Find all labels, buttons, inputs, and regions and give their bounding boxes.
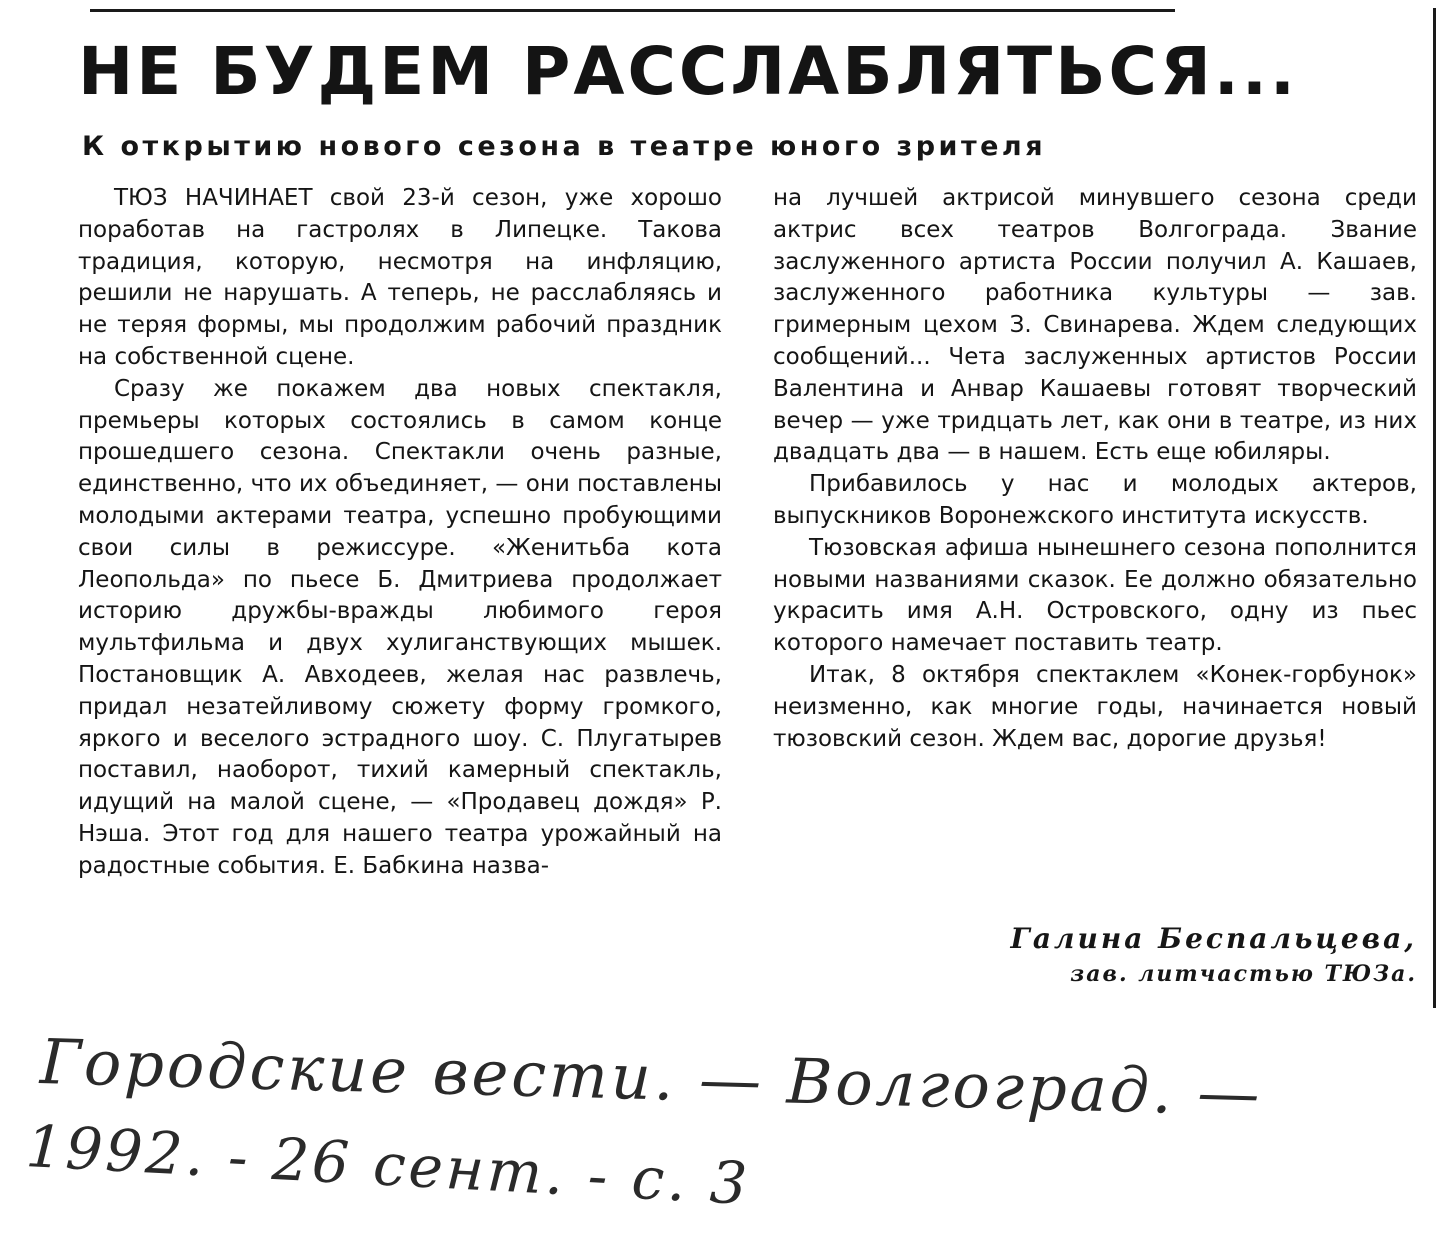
- top-rule: [90, 9, 1175, 12]
- author-name: Галина Беспальцева,: [1010, 922, 1417, 955]
- paragraph: Сразу же покажем два новых спектакля, премьеры которых состоялись в самом конце прошедшего сезона. Спектакли очень разные, единственно, что их объединяет, — они поставлены молодыми актерами театра, успешно пробующими свои силы в режиссуре. «Женитьба кота Леопольда» по пьесе Б. Дмитриева продолжает историю дружбы-вражды любимого героя мультфильма и двух хулиганствующих мышек. Постановщик А. Авходеев, желая нас развлечь, придал незатейливому сюжету форму громкого, яркого и веселого эстрадного шоу. С. Плугатырев поставил, наоборот, тихий камерный спектакль, идущий на малой сцене, — «Продавец дождя» Р. Нэша. Этот год для нашего театра урожайный на радостные события. Е. Бабкина назва-: [78, 375, 722, 879]
- paragraph: Итак, 8 октября спектаклем «Конек-горбунок» неизменно, как многие годы, начинается новый тюзовский сезон. Ждем вас, дорогие друзья!: [773, 661, 1417, 752]
- handwritten-date-note: 1992. - 26 сент. - с. 3: [24, 1112, 752, 1218]
- article-column-left: [78, 183, 722, 883]
- paragraph: на лучшей актрисой минувшего сезона среди актрис всех театров Волгограда. Звание заслуженного артиста России получил А. Кашаев, заслуженного работника культуры — зав. гримерным цехом З. Свинарева. Ждем следующих сообщений... Чета заслуженных артистов России Валентина и Анвар Кашаевы готовят творческий вечер — уже тридцать лет, как они в театре, из них двадцать два — в нашем. Есть еще юбиляры.: [773, 185, 1417, 466]
- right-border-rule: [1433, 8, 1436, 1008]
- article-column-right: [773, 183, 1417, 755]
- paragraph: ТЮЗ НАЧИНАЕТ свой 23-й сезон, уже хорошо поработав на гастролях в Липецке. Такова традиция, которую, несмотря на инфляцию, решили не нарушать. А теперь, не расслабляясь и не теряя формы, мы продолжим рабочий праздник на собственной сцене.: [78, 185, 722, 370]
- article-subheadline: К открытию нового сезона в театре юного зрителя: [82, 131, 1047, 162]
- author-role: зав. литчастью ТЮЗа.: [1070, 961, 1417, 987]
- handwritten-source-note: Городские вести. — Волгоград. —: [39, 1025, 1264, 1130]
- paragraph: Тюзовская афиша нынешнего сезона пополнится новыми названиями сказок. Ее должно обязательно украсить имя А.Н. Островского, одну из пьес которого намечает поставить театр.: [773, 534, 1417, 657]
- paragraph: Прибавилось у нас и молодых актеров, выпускников Воронежского института искусств.: [773, 471, 1417, 529]
- article-headline: НЕ БУДЕМ РАССЛАБЛЯТЬСЯ...: [78, 33, 1298, 110]
